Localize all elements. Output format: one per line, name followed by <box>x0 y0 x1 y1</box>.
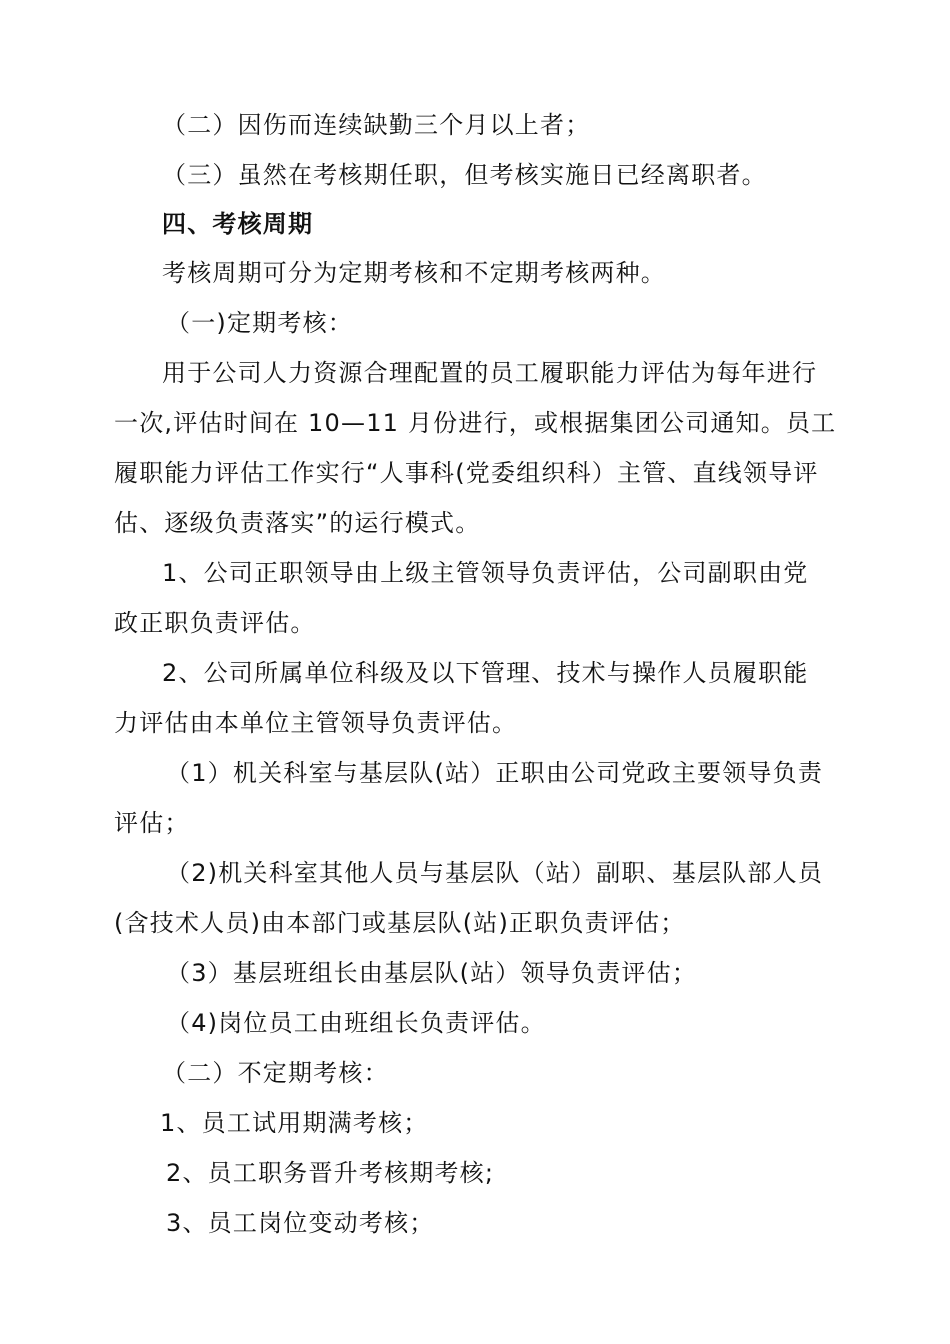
paragraph-line: 一次,评估时间在 10—11 月份进行，或根据集团公司通知。员工 <box>114 409 837 437</box>
subsection-title: （一)定期考核： <box>166 309 353 337</box>
subsection-title: （二）不定期考核： <box>162 1059 389 1087</box>
paragraph-line: 履职能力评估工作实行“人事科(党委组织科）主管、直线领导评 <box>114 459 819 487</box>
list-item-line: 政正职负责评估。 <box>114 609 316 637</box>
list-item-line: 1、员工试用期满考核； <box>160 1109 429 1137</box>
list-item-line: （1）机关科室与基层队(站）正职由公司党政主要领导负责 <box>166 759 824 787</box>
clause-3-line: （三）虽然在考核期任职，但考核实施日已经离职者。 <box>162 161 767 189</box>
list-item-line: 1、公司正职领导由上级主管领导负责评估，公司副职由党 <box>162 559 809 587</box>
list-item-line: （2)机关科室其他人员与基层队（站）副职、基层队部人员 <box>166 859 824 887</box>
list-item-line: （3）基层班组长由基层队(站）领导负责评估； <box>166 959 698 987</box>
list-item-line: 3、员工岗位变动考核； <box>166 1209 435 1237</box>
list-item-line: 力评估由本单位主管领导负责评估。 <box>114 709 518 737</box>
list-item-line: (含技术人员)由本部门或基层队(站)正职负责评估； <box>114 909 686 937</box>
list-item-line: 2、员工职务晋升考核期考核; <box>166 1159 495 1187</box>
paragraph-line: 考核周期可分为定期考核和不定期考核两种。 <box>162 259 666 287</box>
list-item-line: 评估； <box>114 809 190 837</box>
clause-2-line: （二）因伤而连续缺勤三个月以上者； <box>162 111 591 139</box>
paragraph-line: 用于公司人力资源合理配置的员工履职能力评估为每年进行 <box>162 359 818 387</box>
list-item-line: （4)岗位员工由班组长负责评估。 <box>166 1009 546 1037</box>
section-heading: 四、考核周期 <box>162 210 314 238</box>
list-item-line: 2、公司所属单位科级及以下管理、技术与操作人员履职能 <box>162 659 809 687</box>
paragraph-line: 估、逐级负责落实”的运行模式。 <box>114 509 481 537</box>
